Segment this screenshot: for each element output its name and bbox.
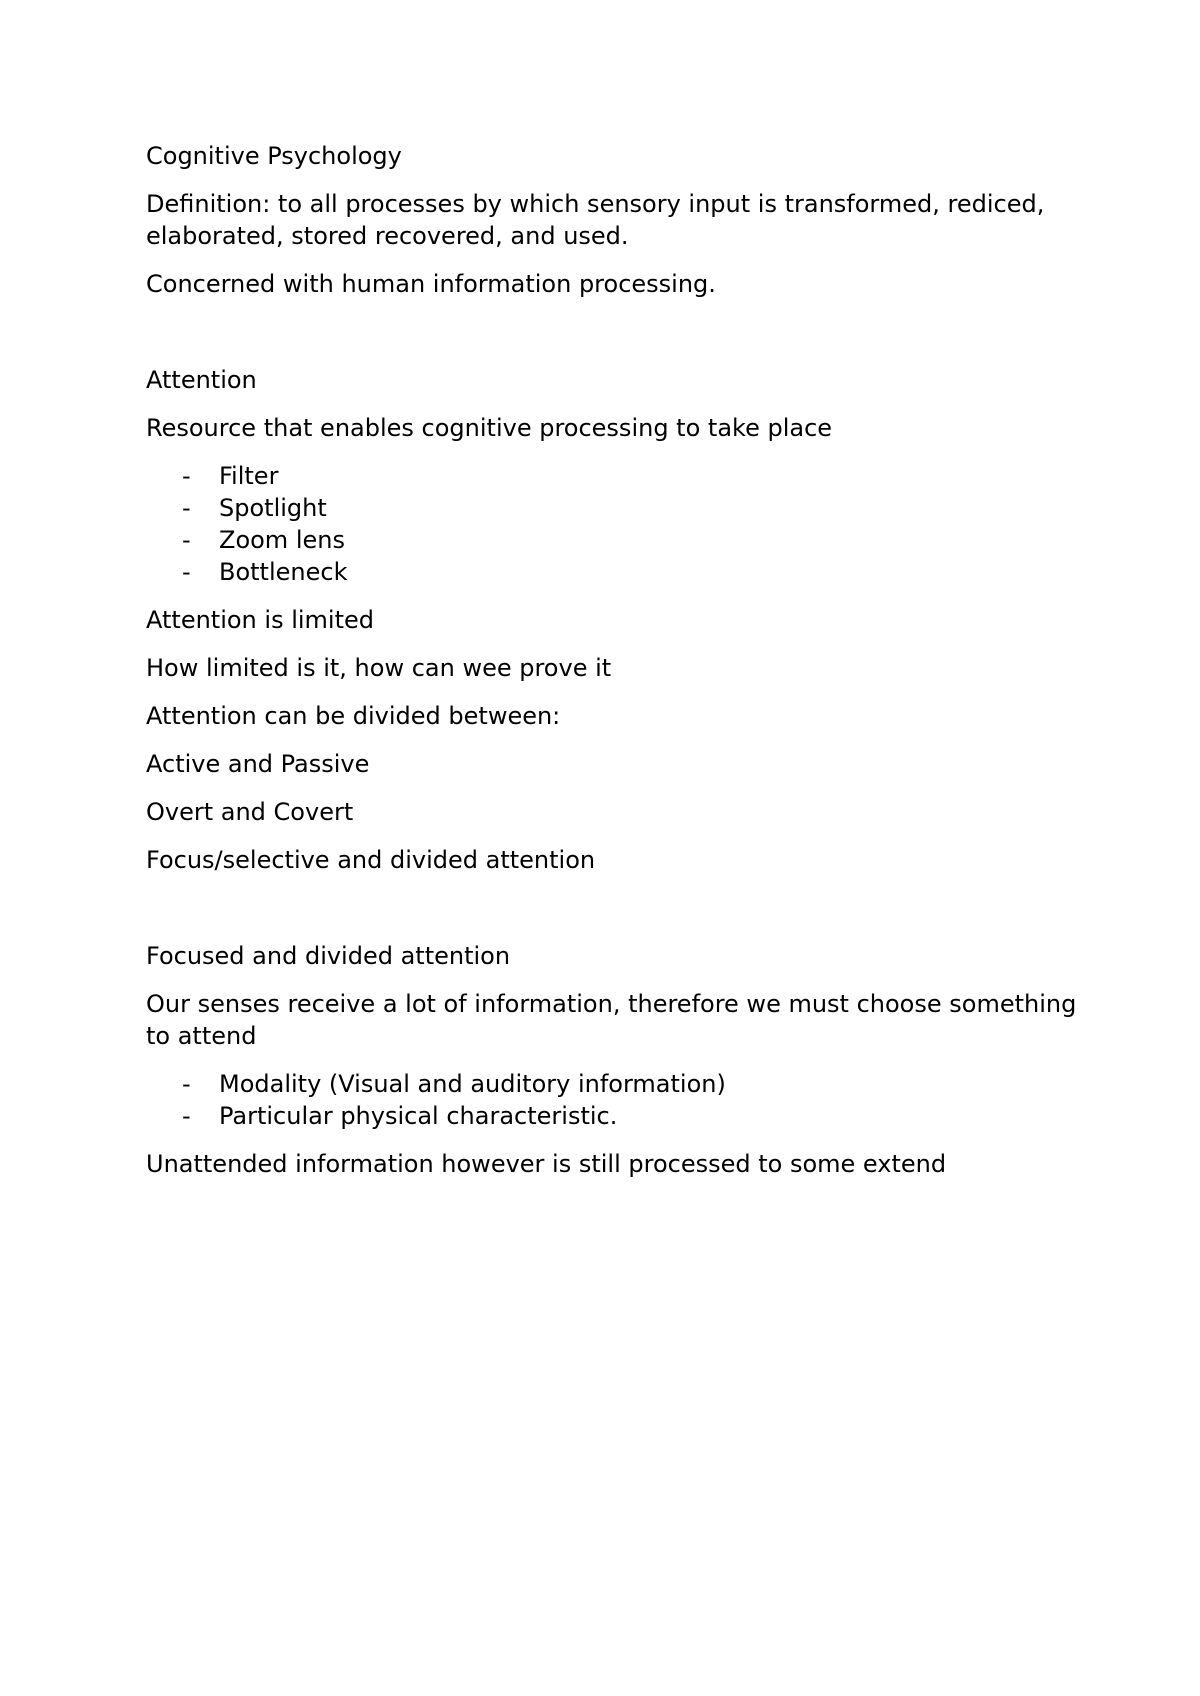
list-item — [146, 492, 1086, 524]
list-item — [146, 524, 1086, 556]
list-item — [146, 556, 1086, 588]
bullet-marker: - — [182, 526, 191, 554]
list-item-text: Spotlight — [219, 494, 327, 522]
list-item-text: Filter — [219, 462, 279, 490]
attention-resource-text: Resource that enables cognitive processing to take place — [146, 414, 833, 442]
list-item-text: Bottleneck — [219, 558, 348, 586]
concerned-text: Concerned with human information processing. — [146, 270, 716, 298]
how-limited-text: How limited is it, how can wee prove it — [146, 654, 612, 682]
attention-bullet-list — [146, 460, 1086, 588]
list-item-text: Modality (Visual and auditory information) — [219, 1070, 726, 1098]
overt-covert-text: Overt and Covert — [146, 798, 354, 826]
active-passive-text: Active and Passive — [146, 750, 370, 778]
attention-heading: Attention — [146, 366, 257, 394]
definition-text: Definition: to all processes by which sensory input is transformed, rediced, elaborated, stored recovered, and used. — [146, 190, 1045, 250]
divided-between-text: Attention can be divided between: — [146, 702, 561, 730]
focus-selective-text: Focus/selective and divided attention — [146, 846, 596, 874]
list-item — [146, 1068, 1086, 1100]
document-page — [146, 140, 1086, 1196]
list-item-text: Particular physical characteristic. — [219, 1102, 618, 1130]
list-item — [146, 460, 1086, 492]
bullet-marker: - — [182, 462, 191, 490]
list-item-text: Zoom lens — [219, 526, 345, 554]
list-item — [146, 1100, 1086, 1132]
document-title: Cognitive Psychology — [146, 142, 402, 170]
senses-text: Our senses receive a lot of information, therefore we must choose something to attend — [146, 990, 1077, 1050]
unattended-text: Unattended information however is still processed to some extend — [146, 1150, 947, 1178]
spacer — [146, 892, 1086, 940]
focused-bullet-list — [146, 1068, 1086, 1132]
focused-heading: Focused and divided attention — [146, 942, 511, 970]
bullet-marker: - — [182, 1102, 191, 1130]
bullet-marker: - — [182, 1070, 191, 1098]
spacer — [146, 316, 1086, 364]
bullet-marker: - — [182, 494, 191, 522]
bullet-marker: - — [182, 558, 191, 586]
attention-limited-text: Attention is limited — [146, 606, 374, 634]
